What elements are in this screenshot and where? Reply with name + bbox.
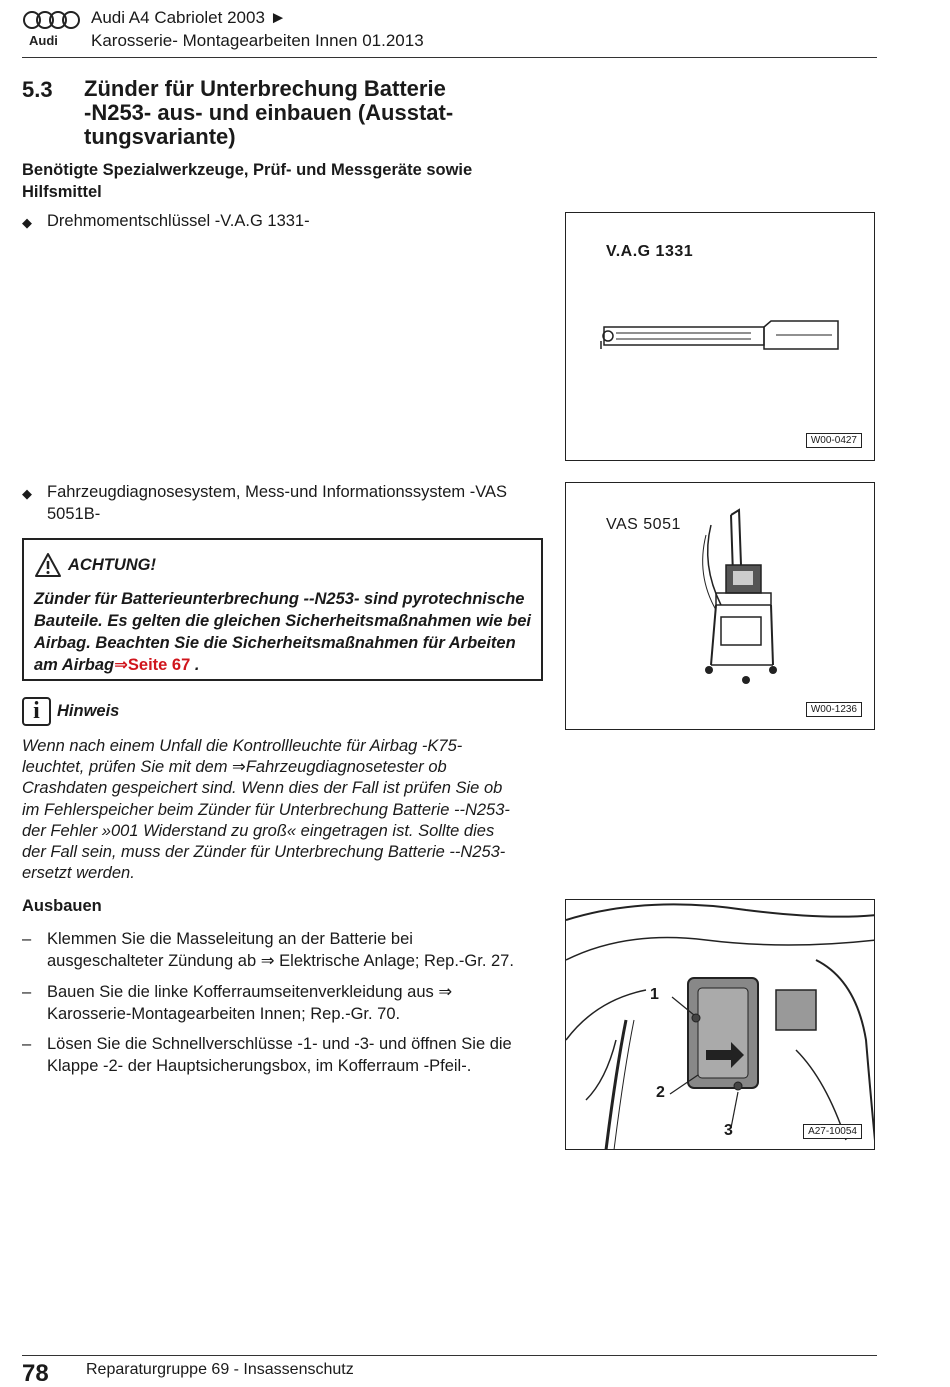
bullet-diamond-icon: ◆ xyxy=(22,215,32,230)
removal-step xyxy=(22,981,527,1025)
figure-label: V.A.G 1331 xyxy=(606,243,694,260)
figure-label: VAS 5051 xyxy=(606,516,681,533)
step-text: Bauen Sie die linke Kofferraumseitenverkleidung aus ⇒ Karosserie-Montagearbeiten Innen; Rep.-Gr. 70. xyxy=(47,983,453,1023)
header-manual: Karosserie- Montagearbeiten Innen 01.2013 xyxy=(91,31,424,50)
warning-triangle-icon xyxy=(34,552,62,578)
figure-fuse-box xyxy=(565,899,875,1150)
figure-code: A27-10054 xyxy=(803,1124,862,1139)
warning-box xyxy=(22,538,543,681)
tool-item xyxy=(22,481,517,525)
figure-diagnostic-system xyxy=(565,482,875,730)
step-text: Lösen Sie die Schnellverschlüsse -1- und -3- und öffnen Sie die Klappe -2- der Hauptsicherungsbox, im Kofferraum -Pfeil-. xyxy=(47,1035,512,1075)
warning-page-link[interactable]: Seite 67 xyxy=(127,656,191,674)
warning-body: Zünder für Batterieunterbrechung --N253- sind pyrotechnische Bauteile. Es gelten die gleichen Sicherheitsmaßnahmen wie bei Airbag. Beachten Sie die Sicherheitsmaßnahmen für Arbeiten am Airbag xyxy=(34,590,531,674)
tool-item-text: Drehmomentschlüssel -V.A.G 1331- xyxy=(47,212,310,230)
note-title: Hinweis xyxy=(57,702,120,720)
warning-title: ACHTUNG! xyxy=(68,555,156,574)
removal-step xyxy=(22,928,527,972)
header-divider xyxy=(22,57,877,58)
footer-chapter: Reparaturgruppe 69 - Insassenschutz xyxy=(86,1361,354,1378)
page-number: 78 xyxy=(22,1360,49,1387)
bullet-diamond-icon: ◆ xyxy=(22,486,32,501)
removal-heading: Ausbauen xyxy=(22,897,102,915)
section-title-line: Zünder für Unterbrechung Batterie xyxy=(84,76,446,101)
step-dash: – xyxy=(22,930,32,948)
info-icon: i xyxy=(22,697,51,726)
step-dash: – xyxy=(22,1035,32,1053)
tool-item xyxy=(22,210,517,234)
removal-step xyxy=(22,1033,527,1077)
svg-text:Audi: Audi xyxy=(29,33,58,48)
section-title-line: -N253- aus- und einbauen (Ausstat- xyxy=(84,100,454,125)
tool-item-text: Fahrzeugdiagnosesystem, Mess-und Informationssystem -VAS 5051B- xyxy=(47,483,508,523)
step-dash: – xyxy=(22,983,32,1001)
callout-1: 1 xyxy=(650,986,659,1003)
footer-divider xyxy=(22,1355,877,1356)
figure-code: W00-1236 xyxy=(806,702,862,717)
callout-2: 2 xyxy=(656,1084,665,1101)
section-number: 5.3 xyxy=(22,77,53,102)
step-text: Klemmen Sie die Masseleitung an der Batterie bei ausgeschalteter Zündung ab ⇒ Elektrische Anlage; Rep.-Gr. 27. xyxy=(47,930,514,970)
audi-logo xyxy=(22,9,82,49)
callout-3: 3 xyxy=(724,1122,733,1139)
link-arrow-icon: ⇒ xyxy=(114,656,128,674)
figure-torque-wrench xyxy=(565,212,875,461)
figure-code: W00-0427 xyxy=(806,433,862,448)
diagnostic-cart-drawing xyxy=(691,505,786,690)
section-title-line: tungsvariante) xyxy=(84,124,236,149)
warning-text xyxy=(34,588,531,676)
warning-header xyxy=(34,552,531,578)
warning-suffix: . xyxy=(190,656,200,674)
header-model: Audi A4 Cabriolet 2003 ► xyxy=(91,8,287,27)
note-text: Wenn nach einem Unfall die Kontrollleuchte für Airbag -K75- leuchtet, prüfen Sie mit dem ⇒Fahrzeugdiagnosetester ob Crashdaten gespeichert sind. Wenn dies der Fall ist prüfen Sie ob im Fehlerspeicher beim Zünder für Unterbrechung Batterie --N253- der Fehler »001 Widerstand zu groß« eingetragen ist. Sollte dies der Fall sein, muss der Zünder für Unterbrechung Batterie --N253- ersetzt werden. xyxy=(22,737,510,883)
tools-heading: Benötigte Spezialwerkzeuge, Prüf- und Messgeräte sowie Hilfsmittel xyxy=(22,161,473,201)
torque-wrench-drawing xyxy=(596,313,846,363)
fuse-box-drawing xyxy=(566,900,875,1150)
section-title xyxy=(84,77,504,149)
note-header xyxy=(22,697,119,726)
